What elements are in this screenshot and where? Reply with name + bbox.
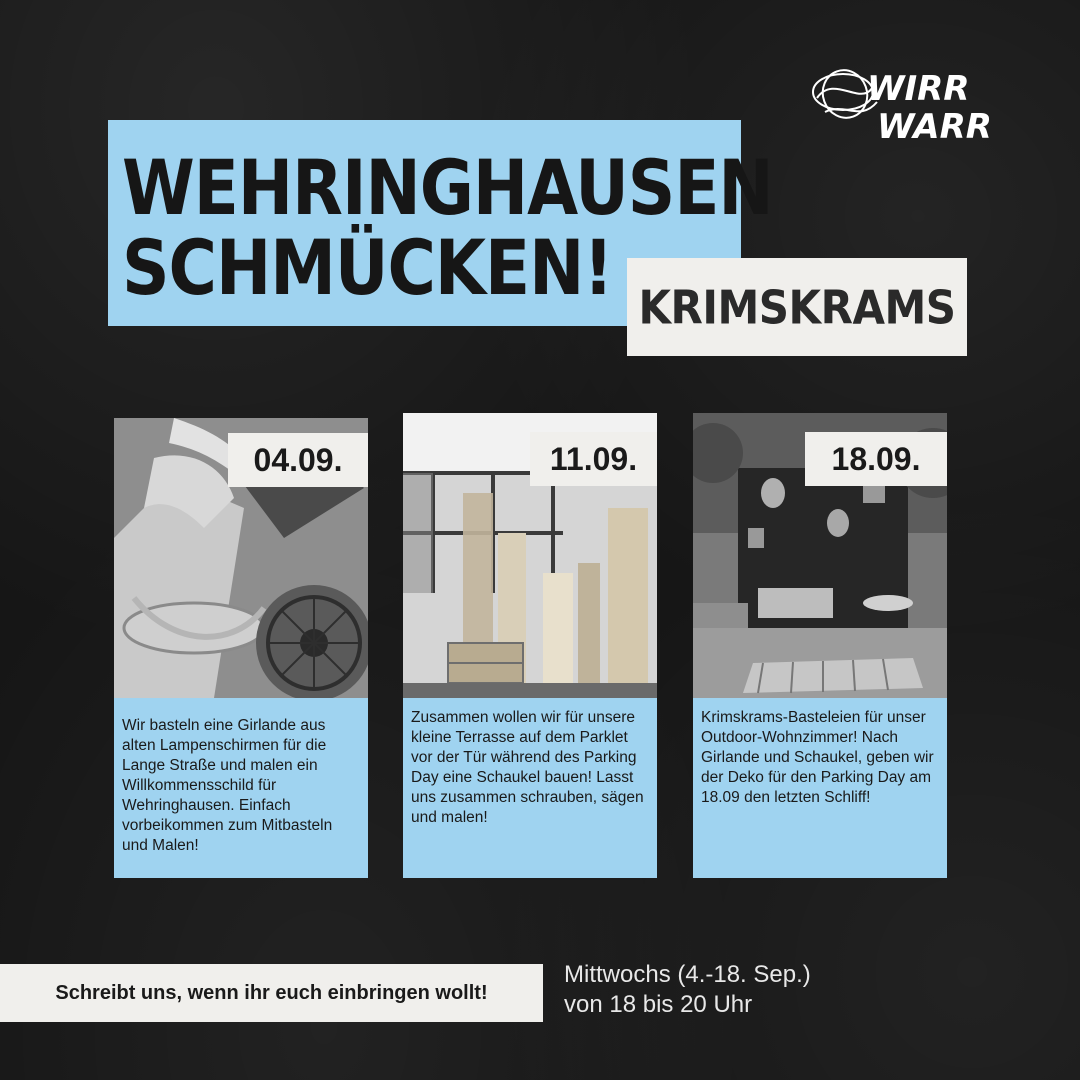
card-description: Zusammen wollen wir für unsere kleine Terrasse auf dem Parklet vor der Tür während des Parking Day eine Schaukel bauen! Lasst uns zusammen schrauben, sägen und malen!	[411, 709, 644, 826]
wirr-warr-logo	[805, 62, 1025, 147]
card-description-box	[114, 698, 368, 878]
logo-line2: WARR	[877, 107, 992, 147]
subtitle-box	[627, 258, 967, 356]
cta-box	[0, 964, 543, 1022]
subtitle: KRIMSKRAMS	[638, 280, 956, 334]
title-line-2: SCHMÜCKEN!	[122, 224, 613, 313]
cta-text: Schreibt uns, wenn ihr euch einbringen wollt!	[55, 981, 488, 1004]
schedule-line-2: von 18 bis 20 Uhr	[564, 991, 753, 1018]
date-badge: 04.09.	[228, 433, 368, 487]
card-description-box	[403, 698, 657, 878]
logo-line1: WIRR	[867, 69, 970, 109]
event-card-3	[693, 413, 947, 873]
date-badge: 18.09.	[805, 432, 947, 486]
event-card-1	[114, 418, 368, 878]
schedule-line-1: Mittwochs (4.-18. Sep.)	[564, 961, 811, 988]
event-card-2	[403, 413, 657, 873]
card-description-box	[693, 698, 947, 878]
date-badge: 11.09.	[530, 432, 657, 486]
card-description: Krimskrams-Basteleien für unser Outdoor-Wohnzimmer! Nach Girlande und Schaukel, geben wir der Deko für den Parking Day am 18.09 den letzten Schliff!	[701, 709, 934, 806]
card-description: Wir basteln eine Girlande aus alten Lampenschirmen für die Lange Straße und malen ein Willkommensschild für Wehringhausen. Einfach vorbeikommen zum Mitbasteln und Malen!	[122, 717, 333, 854]
title-line-1: WEHRINGHAUSEN	[122, 144, 773, 233]
schedule	[564, 960, 811, 1020]
